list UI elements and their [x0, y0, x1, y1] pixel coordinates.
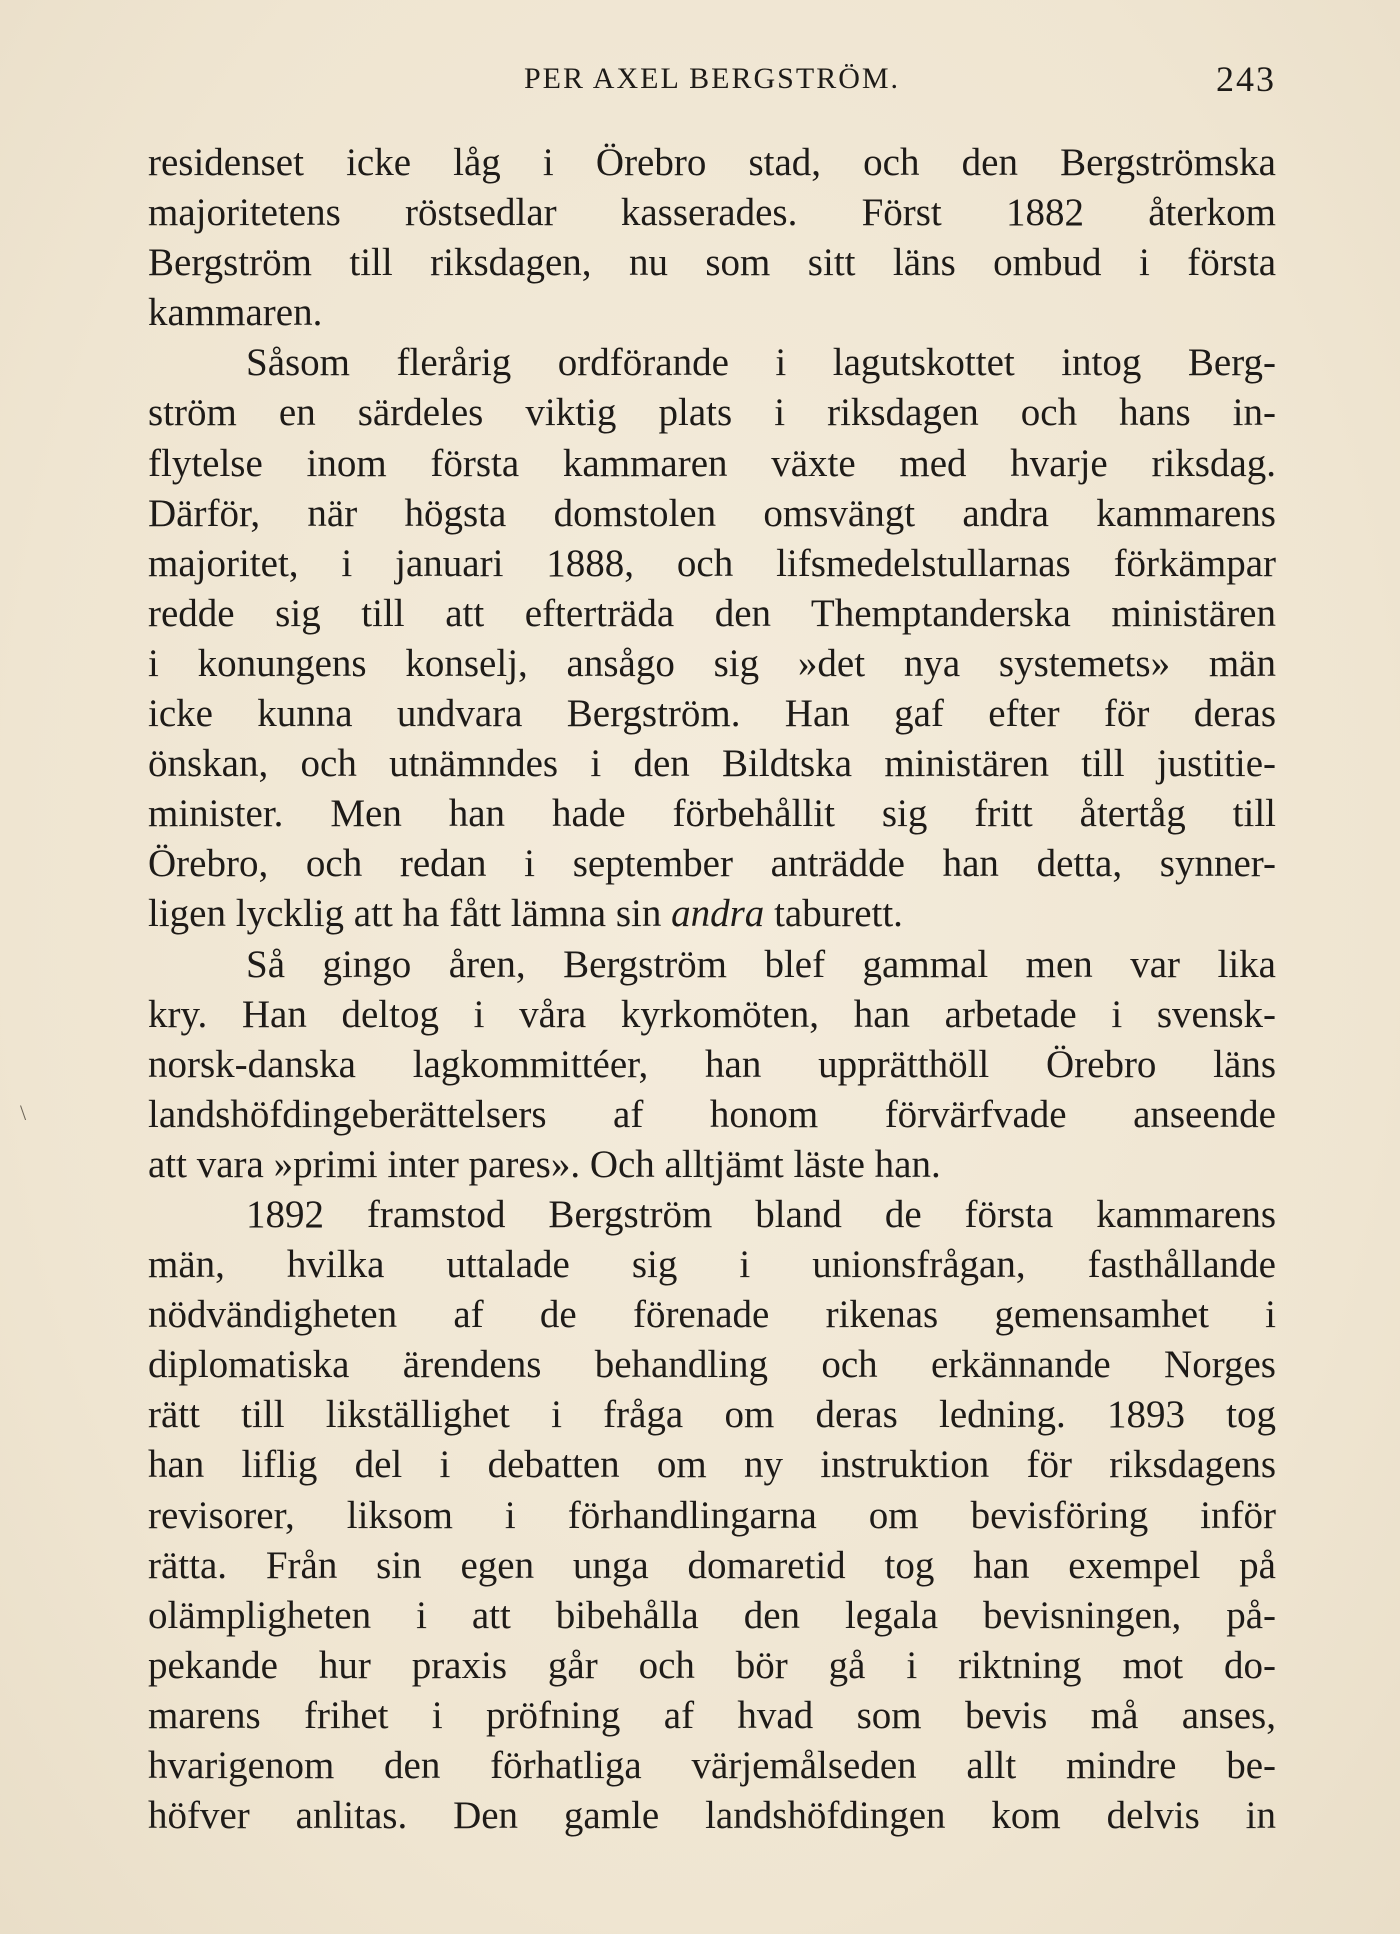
running-head-title: PER AXEL BERGSTRÖM. [523, 62, 901, 95]
text-line: majoritet, i januari 1888, och lifsmedelstullarnas förkämpar [148, 541, 1276, 585]
text-line: 1892 framstod Bergström bland de första kammarens [246, 1192, 1276, 1236]
text-line: höfver anlitas. Den gamle landshöfdingen kom delvis in [148, 1794, 1276, 1838]
text-line: att vara »primi inter pares». Och alltjämt läste han. [148, 1142, 941, 1186]
text-line: rätt till likställighet i fråga om deras ledning. 1893 tog [148, 1393, 1276, 1437]
text-line: residenset icke låg i Örebro stad, och den Bergströmska [148, 141, 1276, 184]
text-line: olämpligheten i att bibehålla den legala bevisningen, på- [148, 1593, 1276, 1637]
running-head [148, 58, 1276, 98]
text-line: pekande hur praxis går och bör gå i riktning mot do- [148, 1643, 1276, 1687]
text-line: rätta. Från sin egen unga domaretid tog han exempel på [148, 1543, 1276, 1587]
text-line: icke kunna undvara Bergström. Han gaf efter för deras [148, 692, 1276, 736]
text-line: Bergström till riksdagen, nu som sitt läns ombud i första [148, 241, 1276, 285]
text-line: diplomatiska ärendens behandling och erkännande Norges [148, 1343, 1276, 1387]
margin-mark: \ [20, 1100, 27, 1125]
text-line: kry. Han deltog i våra kyrkomöten, han arbetade i svensk- [148, 992, 1276, 1036]
text-line: önskan, och utnämndes i den Bildtska ministären till justitie- [148, 742, 1276, 786]
text-line: minister. Men han hade förbehållit sig fritt återtåg till [148, 792, 1276, 836]
text-line: norsk-danska lagkommittéer, han upprätthöll Örebro läns [148, 1042, 1276, 1086]
text-line: marens frihet i pröfning af hvad som bevis må anses, [148, 1693, 1276, 1737]
text-line: Därför, när högsta domstolen omsvängt andra kammarens [148, 491, 1276, 535]
body-text [148, 138, 1276, 1841]
text-line: i konungens konselj, ansågo sig »det nya systemets» män [148, 641, 1276, 685]
text-line: män, hvilka uttalade sig i unionsfrågan, fasthållande [148, 1243, 1276, 1287]
text-line: flytelse inom första kammaren växte med hvarje riksdag. [148, 441, 1276, 485]
text-line: revisorer, liksom i förhandlingarna om bevisföring inför [148, 1493, 1276, 1537]
text-line [148, 889, 1276, 939]
text-line: hvarigenom den förhatliga värjemålseden allt mindre be- [148, 1744, 1276, 1787]
line-text: ligen lycklig att ha fått lämna sin [148, 892, 662, 936]
text-line: redde sig till att efterträda den Themptanderska ministären [148, 591, 1276, 635]
text-line: kammaren. [148, 291, 323, 335]
text-line: Såsom flerårig ordförande i lagutskottet intog Berg- [246, 341, 1276, 385]
page-number: 243 [1216, 59, 1276, 99]
text-line: nödvändigheten af de förenade rikenas gemensamhet i [148, 1293, 1276, 1337]
text-line: landshöfdingeberättelsers af honom förvärfvade anseende [148, 1092, 1276, 1136]
text-line: ström en särdeles viktig plats i riksdagen och hans in- [148, 391, 1276, 435]
italic-word: andra [671, 892, 765, 936]
text-line: majoritetens röstsedlar kasserades. Först 1882 återkom [148, 191, 1276, 235]
text-line: han liflig del i debatten om ny instruktion för riksdagens [148, 1443, 1276, 1487]
line-text: taburett. [774, 892, 903, 936]
text-line: Så gingo åren, Bergström blef gammal men var lika [246, 942, 1276, 986]
text-line: Örebro, och redan i september anträdde han detta, synner- [148, 842, 1276, 886]
